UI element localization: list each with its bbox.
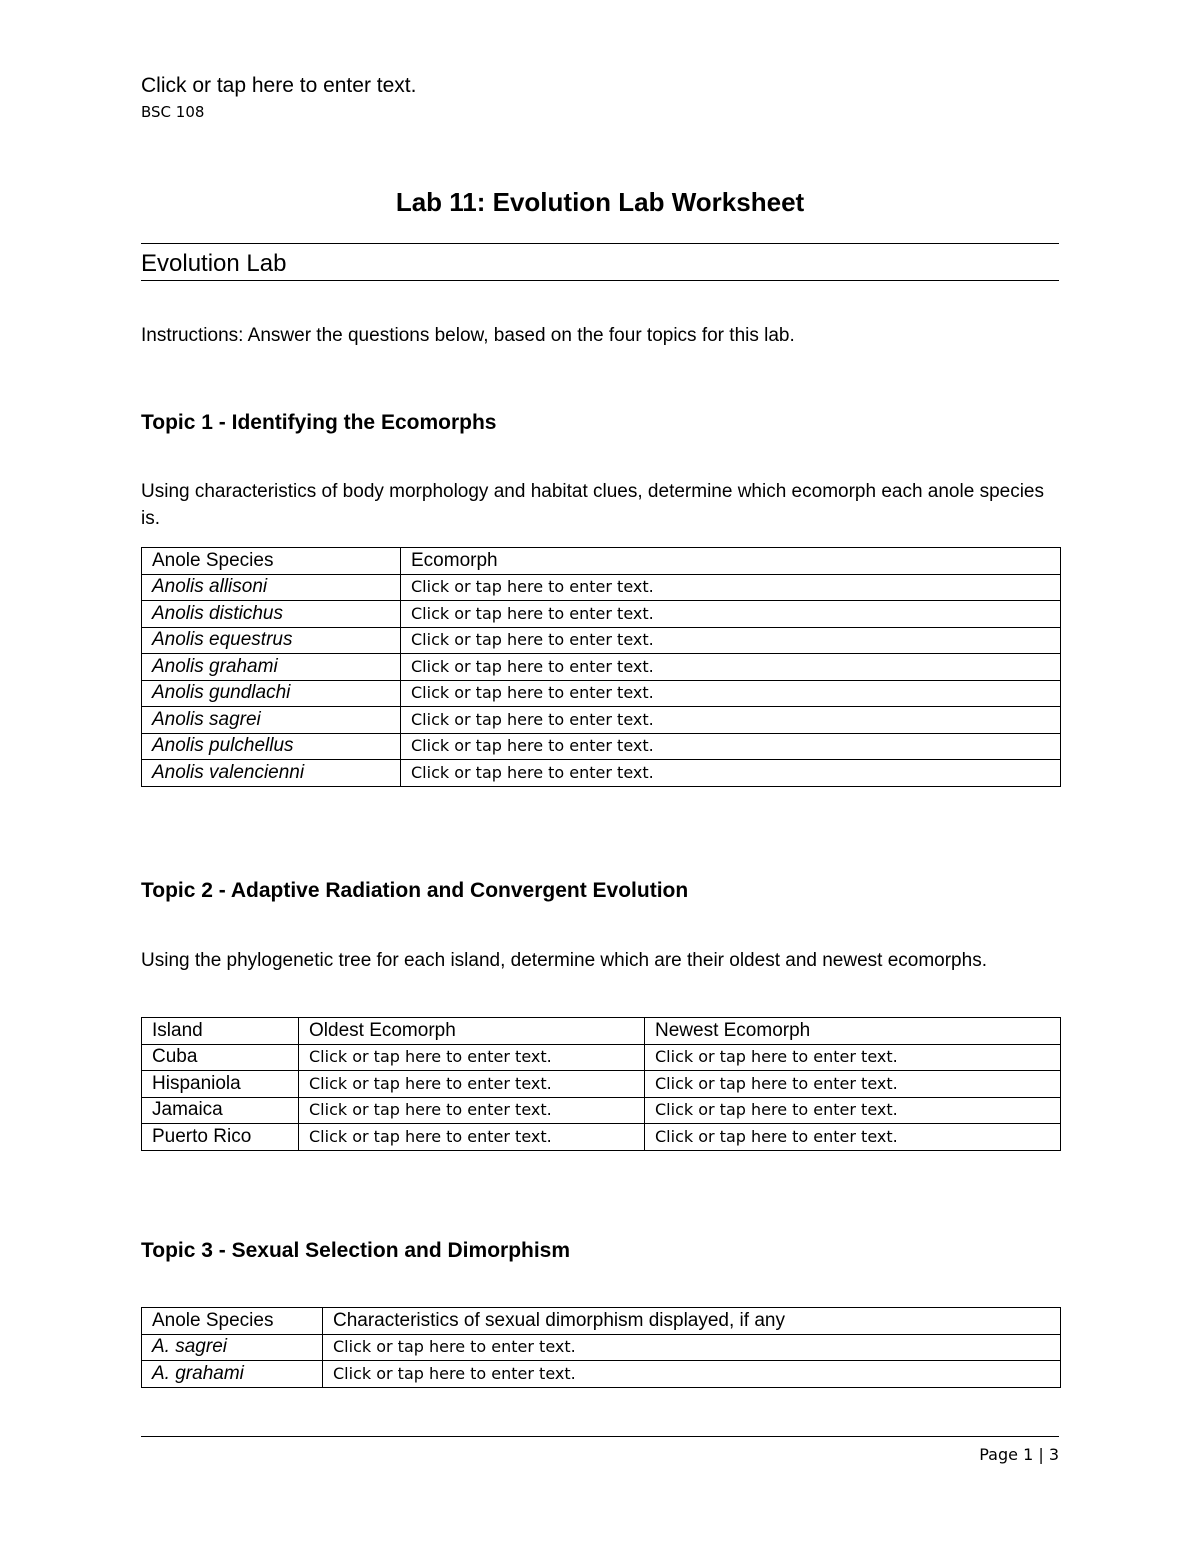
species-cell: Anolis valencienni bbox=[142, 760, 401, 787]
ecomorph-input[interactable]: Click or tap here to enter text. bbox=[401, 601, 1061, 628]
oldest-ecomorph-input[interactable]: Click or tap here to enter text. bbox=[299, 1097, 645, 1124]
table-row bbox=[142, 707, 1061, 734]
oldest-ecomorph-input[interactable]: Click or tap here to enter text. bbox=[299, 1044, 645, 1071]
island-cell: Cuba bbox=[142, 1044, 299, 1071]
oldest-ecomorph-input[interactable]: Click or tap here to enter text. bbox=[299, 1124, 645, 1151]
column-header: Newest Ecomorph bbox=[645, 1018, 1061, 1045]
section-rule-bottom bbox=[141, 280, 1059, 281]
table-header-row bbox=[142, 1018, 1061, 1045]
table-row bbox=[142, 680, 1061, 707]
topic1-prompt: Using characteristics of body morphology and habitat clues, determine which ecomorph each anole species is. bbox=[141, 481, 1044, 529]
newest-ecomorph-input[interactable]: Click or tap here to enter text. bbox=[645, 1044, 1061, 1071]
topic3-heading: Topic 3 - Sexual Selection and Dimorphism bbox=[141, 1239, 571, 1262]
newest-ecomorph-input[interactable]: Click or tap here to enter text. bbox=[645, 1124, 1061, 1151]
section-title: Evolution Lab bbox=[141, 250, 287, 277]
newest-ecomorph-input[interactable]: Click or tap here to enter text. bbox=[645, 1097, 1061, 1124]
table-row bbox=[142, 1361, 1061, 1388]
dimorphism-table bbox=[141, 1307, 1061, 1388]
species-cell: Anolis allisoni bbox=[142, 574, 401, 601]
table-row bbox=[142, 1044, 1061, 1071]
species-cell: Anolis equestrus bbox=[142, 627, 401, 654]
table-row bbox=[142, 733, 1061, 760]
ecomorph-input[interactable]: Click or tap here to enter text. bbox=[401, 574, 1061, 601]
course-code: BSC 108 bbox=[141, 103, 205, 121]
table-header-row bbox=[142, 548, 1061, 575]
ecomorph-input[interactable]: Click or tap here to enter text. bbox=[401, 654, 1061, 681]
species-cell: Anolis pulchellus bbox=[142, 733, 401, 760]
column-header: Ecomorph bbox=[401, 548, 1061, 575]
table-row bbox=[142, 1097, 1061, 1124]
table-row bbox=[142, 760, 1061, 787]
ecomorph-input[interactable]: Click or tap here to enter text. bbox=[401, 760, 1061, 787]
column-header: Characteristics of sexual dimorphism displayed, if any bbox=[323, 1308, 1061, 1335]
dimorphism-input[interactable]: Click or tap here to enter text. bbox=[323, 1334, 1061, 1361]
column-header: Anole Species bbox=[142, 1308, 323, 1335]
ecomorph-input[interactable]: Click or tap here to enter text. bbox=[401, 733, 1061, 760]
island-table bbox=[141, 1017, 1061, 1151]
island-cell: Jamaica bbox=[142, 1097, 299, 1124]
island-cell: Hispaniola bbox=[142, 1071, 299, 1098]
dimorphism-input[interactable]: Click or tap here to enter text. bbox=[323, 1361, 1061, 1388]
species-cell: Anolis distichus bbox=[142, 601, 401, 628]
header-text-field[interactable]: Click or tap here to enter text. bbox=[141, 74, 417, 97]
oldest-ecomorph-input[interactable]: Click or tap here to enter text. bbox=[299, 1071, 645, 1098]
table-row bbox=[142, 1071, 1061, 1098]
ecomorph-input[interactable]: Click or tap here to enter text. bbox=[401, 707, 1061, 734]
table-header-row bbox=[142, 1308, 1061, 1335]
ecomorph-table bbox=[141, 547, 1061, 787]
table-row bbox=[142, 601, 1061, 628]
topic2-heading: Topic 2 - Adaptive Radiation and Convergent Evolution bbox=[141, 879, 689, 902]
newest-ecomorph-input[interactable]: Click or tap here to enter text. bbox=[645, 1071, 1061, 1098]
table-row bbox=[142, 627, 1061, 654]
species-cell: Anolis grahami bbox=[142, 654, 401, 681]
page-number: Page 1 | 3 bbox=[979, 1445, 1059, 1464]
table-row bbox=[142, 654, 1061, 681]
column-header: Anole Species bbox=[142, 548, 401, 575]
column-header: Oldest Ecomorph bbox=[299, 1018, 645, 1045]
island-cell: Puerto Rico bbox=[142, 1124, 299, 1151]
topic1-heading: Topic 1 - Identifying the Ecomorphs bbox=[141, 411, 497, 434]
species-cell: Anolis gundlachi bbox=[142, 680, 401, 707]
species-cell: Anolis sagrei bbox=[142, 707, 401, 734]
ecomorph-input[interactable]: Click or tap here to enter text. bbox=[401, 627, 1061, 654]
topic2-prompt: Using the phylogenetic tree for each island, determine which are their oldest and newest ecomorphs. bbox=[141, 950, 987, 971]
species-cell: A. grahami bbox=[142, 1361, 323, 1388]
document-title: Lab 11: Evolution Lab Worksheet bbox=[395, 187, 805, 217]
species-cell: A. sagrei bbox=[142, 1334, 323, 1361]
ecomorph-input[interactable]: Click or tap here to enter text. bbox=[401, 680, 1061, 707]
instructions: Instructions: Answer the questions below, based on the four topics for this lab. bbox=[141, 325, 795, 346]
footer-rule bbox=[141, 1436, 1059, 1437]
table-row bbox=[142, 1334, 1061, 1361]
section-rule-top bbox=[141, 243, 1059, 244]
table-row bbox=[142, 574, 1061, 601]
table-row bbox=[142, 1124, 1061, 1151]
column-header: Island bbox=[142, 1018, 299, 1045]
